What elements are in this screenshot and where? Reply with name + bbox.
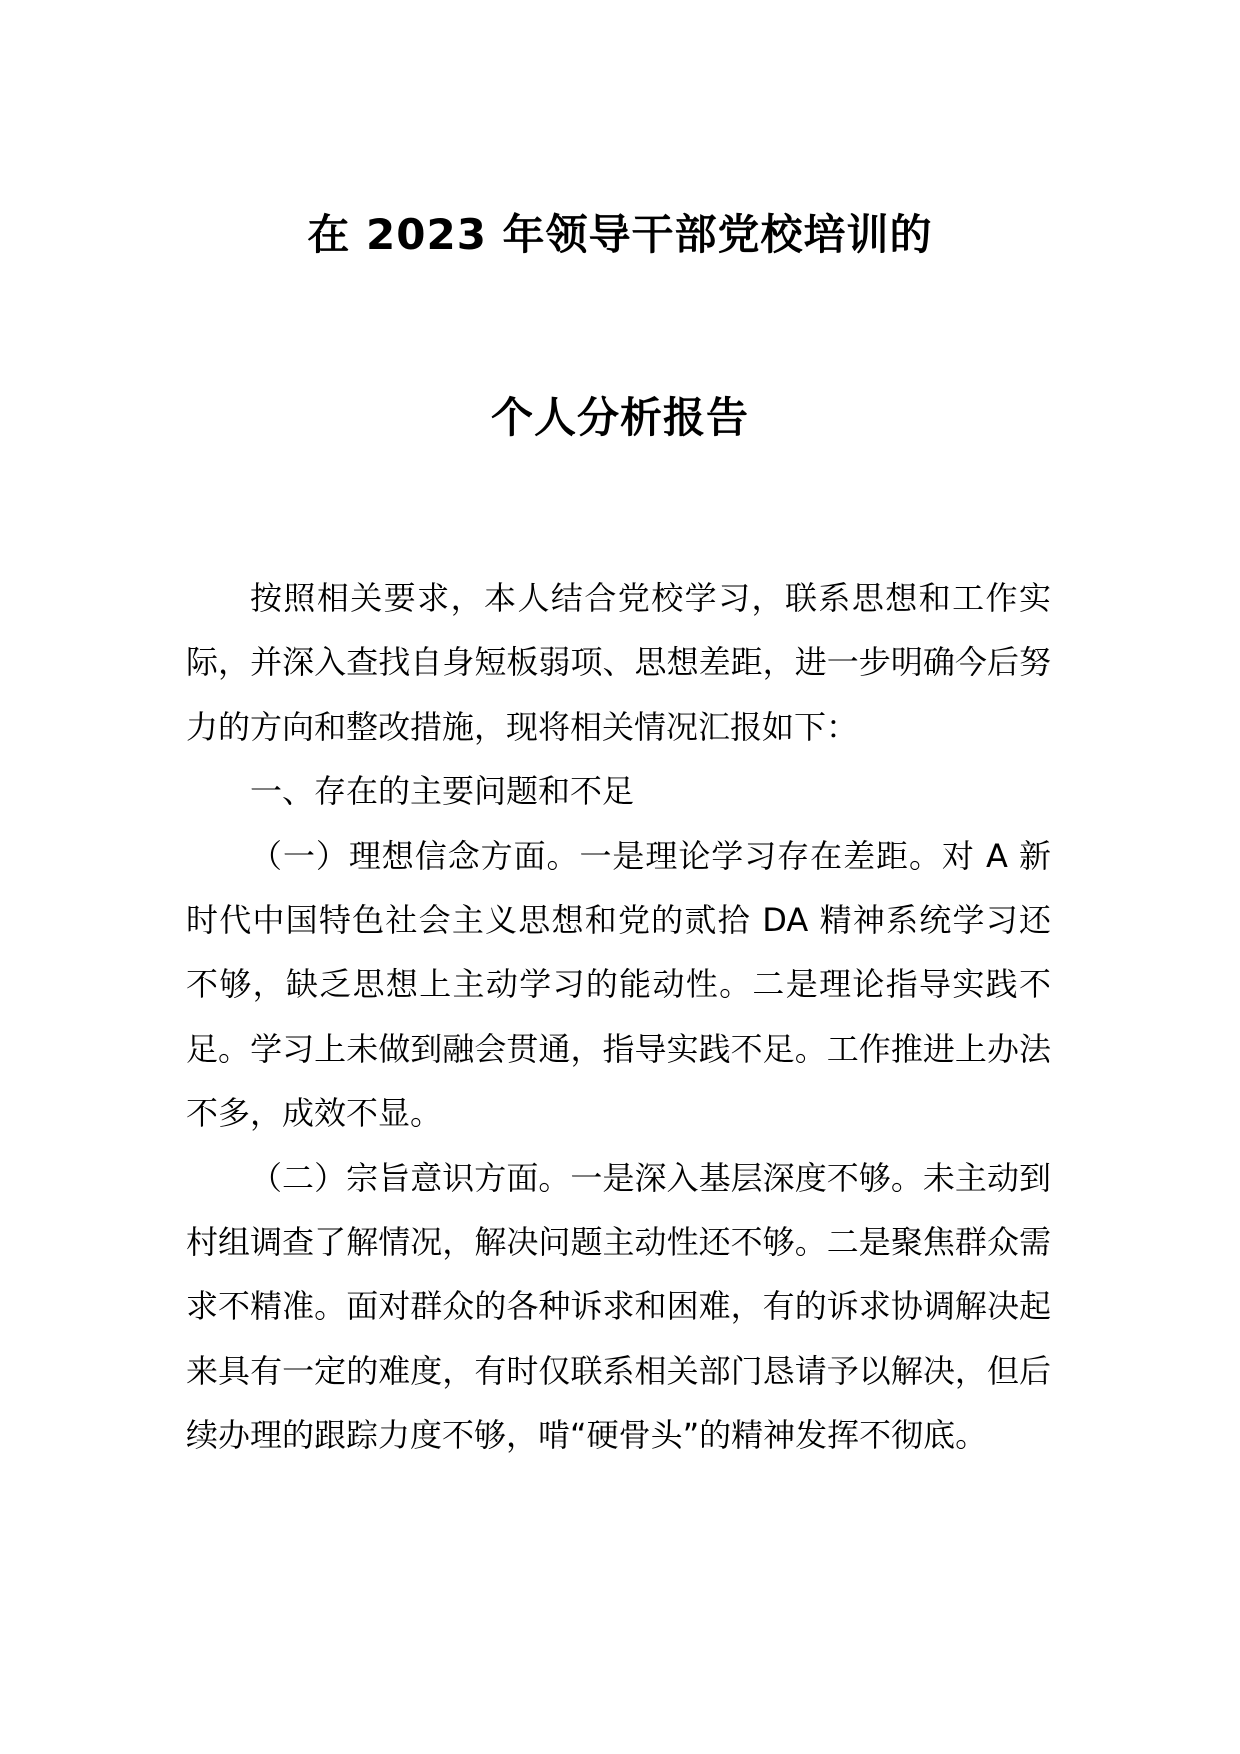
document-title-line-2: 个人分析报告: [490, 393, 749, 442]
section-heading-problems: 一、存在的主要问题和不足: [250, 772, 635, 811]
paragraph-purpose-awareness: （二）宗旨意识方面。一是深入基层深度不够。未主动到村组调查了解情况，解决问题主动性还不够。二是聚焦群众需求不精准。面对群众的各种诉求和困难，有的诉求协调解决起来具有一定的难度，有时仅联系相关部门恳请予以解决，但后续办理的跟踪力度不够，啃“硬骨头”的精神发挥不彻底。: [186, 1158, 1051, 1455]
paragraph-ideals-beliefs: （一）理想信念方面。一是理论学习存在差距。对 A 新时代中国特色社会主义思想和党的贰拾 DA 精神系统学习还不够，缺乏思想上主动学习的能动性。二是理论指导实践不足。学习上未做到融会贯通，指导实践不足。工作推进上办法不多，成效不显。: [186, 836, 1051, 1133]
paragraph-intro: 按照相关要求，本人结合党校学习，联系思想和工作实际，并深入查找自身短板弱项、思想差距，进一步明确今后努力的方向和整改措施，现将相关情况汇报如下：: [186, 579, 1051, 746]
document-title-line-1: 在 2023 年领导干部党校培训的: [307, 210, 933, 259]
document-body: [186, 566, 1051, 1468]
